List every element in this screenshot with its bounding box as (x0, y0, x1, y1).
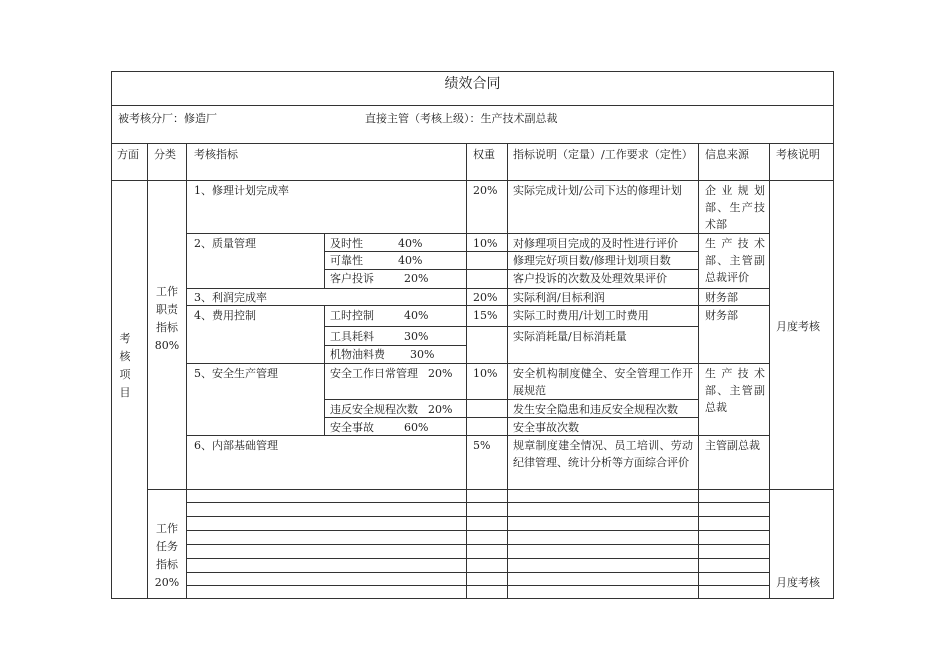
sub-indicator-pct: 60% (404, 421, 429, 434)
header-source: 信息来源 (705, 148, 749, 161)
sub-col-line (324, 233, 325, 288)
assessed-unit: 被考核分厂：修造厂 (118, 112, 217, 125)
indicator-weight: 5% (473, 439, 491, 452)
category-line (147, 489, 769, 490)
blank-row-line (186, 572, 769, 573)
page-title: 绩效合同 (444, 76, 501, 92)
sub-indicator-desc: 对修理项目完成的及时性进行评价 (513, 237, 678, 250)
indicator-weight: 20% (473, 291, 498, 304)
indicator-desc: 实际完成计划/公司下达的修理计划 (513, 184, 682, 197)
sub-indicator-desc: 安全事故次数 (513, 421, 579, 434)
indicator-source: 财务部 (705, 291, 738, 304)
blank-row-line (186, 516, 769, 517)
indicator-source: 生产技术部、主管副总裁评价 (705, 237, 765, 284)
sub-indicator-name: 工时控制 (330, 309, 374, 322)
sub-indicator-desc: 实际工时费用/计划工时费用 (513, 309, 649, 322)
indicator-source: 主管副总裁 (705, 439, 760, 452)
blank-row-line (186, 502, 769, 503)
note-monthly-2: 月度考核 (776, 576, 820, 589)
blank-row-line (186, 585, 769, 586)
category-task-label: 工作任务指标20% (154, 522, 180, 589)
row-line (186, 435, 769, 436)
sub-indicator-name: 安全事故 (330, 421, 374, 434)
sub-indicator-name: 及时性 (330, 237, 363, 250)
sub-indicator-pct: 20% (428, 367, 453, 380)
indicator-name: 6、内部基础管理 (194, 439, 278, 452)
sub-row-line (324, 326, 698, 327)
indicator-name: 5、安全生产管理 (194, 367, 278, 380)
sub-indicator-pct: 20% (404, 272, 429, 285)
blank-row-line (186, 530, 769, 531)
sub-indicator-name: 违反安全规程次数 (330, 403, 418, 416)
indicator-weight: 20% (473, 184, 498, 197)
sub-indicator-desc: 发生安全隐患和违反安全规程次数 (513, 403, 678, 416)
note-monthly-1: 月度考核 (776, 320, 820, 333)
sub-row-line (324, 399, 698, 400)
sub-indicator-pct: 40% (404, 309, 429, 322)
header-note: 考核说明 (776, 148, 820, 161)
rule-below-header (111, 180, 834, 181)
indicator-name: 3、利润完成率 (194, 291, 267, 304)
indicator-weight: 10% (473, 367, 498, 380)
indicator-desc: 实际利润/目标利润 (513, 291, 605, 304)
sub-indicator-pct: 40% (398, 254, 423, 267)
sub-indicator-desc: 修理完好项目数/修理计划项目数 (513, 254, 671, 267)
header-weight: 权重 (473, 148, 495, 161)
col-line (147, 143, 148, 599)
sub-col-line (324, 305, 325, 435)
header-aspect: 方面 (117, 148, 139, 161)
header-description: 指标说明（定量）/工作要求（定性） (513, 148, 693, 161)
blank-row-line (186, 558, 769, 559)
sub-indicator-name: 客户投诉 (330, 272, 374, 285)
sub-indicator-name: 机物油料费 (330, 348, 385, 361)
sub-indicator-desc: 客户投诉的次数及处理效果评价 (513, 272, 667, 285)
indicator-name: 4、费用控制 (194, 309, 256, 322)
supervisor: 直接主管（考核上级）：生产技术副总裁 (365, 112, 558, 125)
sub-indicator-name: 可靠性 (330, 254, 363, 267)
sub-indicator-name: 工具耗料 (330, 330, 374, 343)
category-line (769, 489, 834, 490)
indicator-desc: 规章制度建全情况、员工培训、劳动纪律管理、统计分析等方面综合评价 (513, 439, 693, 469)
sub-indicator-pct: 20% (428, 403, 453, 416)
indicator-source: 财务部 (705, 309, 738, 322)
header-category: 分类 (154, 148, 176, 161)
sub-indicator-desc: 安全机构制度健全、安全管理工作开展规范 (513, 367, 693, 397)
rule-below-info (111, 143, 834, 144)
row-line (186, 363, 769, 364)
indicator-source: 生产技术部、主管副总裁 (705, 367, 765, 414)
sub-indicator-pct: 30% (410, 348, 435, 361)
sub-indicator-name: 安全工作日常管理 (330, 367, 418, 380)
col-line (769, 143, 770, 599)
sub-indicator-pct: 40% (398, 237, 423, 250)
category-duty-label: 工作职责指标80% (154, 285, 180, 352)
header-indicator: 考核指标 (194, 148, 238, 161)
sub-indicator-desc: 实际消耗量/目标消耗量 (513, 330, 627, 343)
row-line (186, 233, 769, 234)
indicator-name: 2、质量管理 (194, 237, 256, 250)
indicator-name: 1、修理计划完成率 (194, 184, 289, 197)
blank-row-line (186, 544, 769, 545)
indicator-weight: 15% (473, 309, 498, 322)
aspect-label: 考核项目 (119, 332, 131, 399)
sub-indicator-pct: 30% (404, 330, 429, 343)
indicator-source: 企业规划部、生产技术部 (705, 184, 765, 231)
rule-below-title (111, 105, 834, 106)
indicator-weight: 10% (473, 237, 498, 250)
